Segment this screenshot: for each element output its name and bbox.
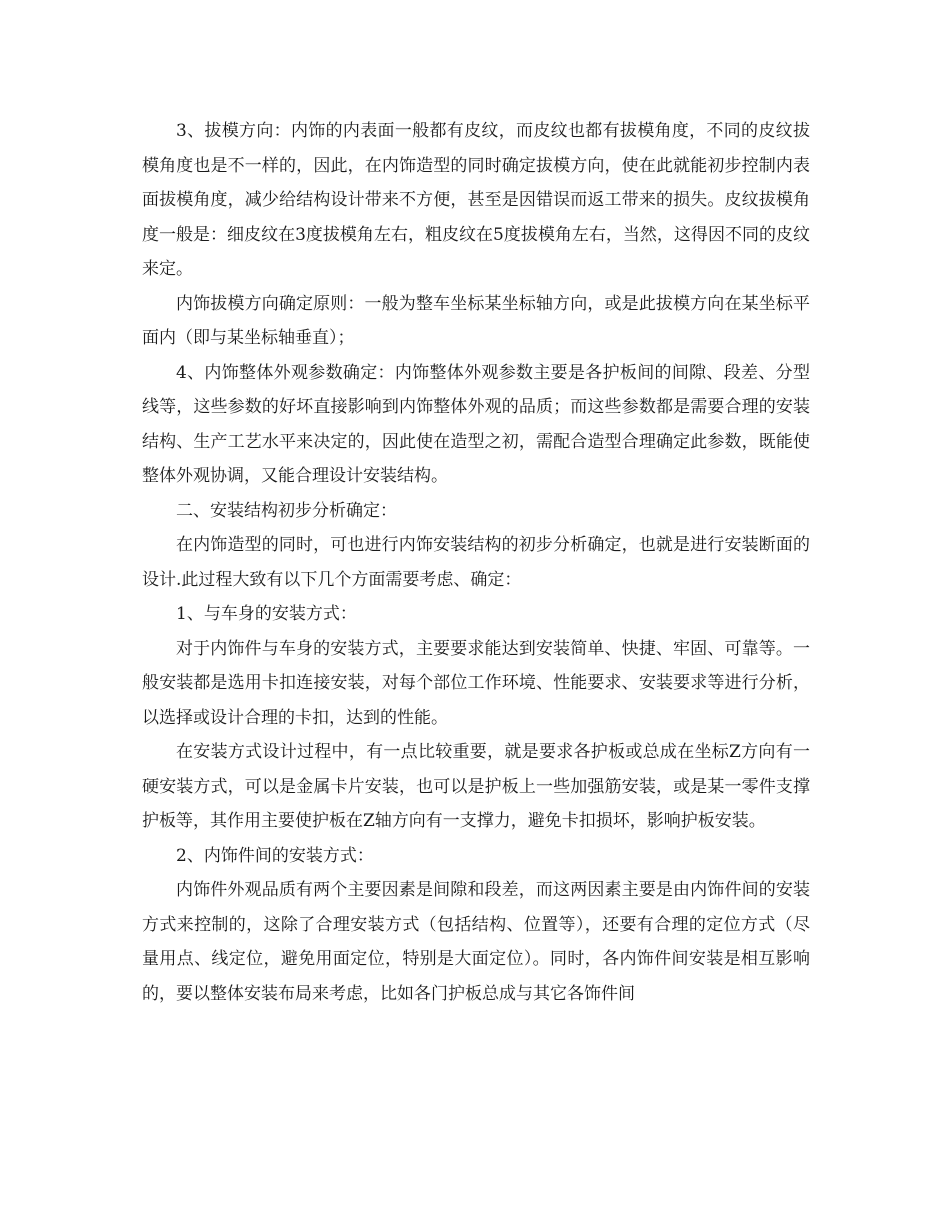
subheading-body-installation: 1、与车身的安装方式： xyxy=(176,604,357,624)
subheading-inter-part-installation: 2、内饰件间的安装方式： xyxy=(176,845,374,866)
paragraph-body-installation: 对于内饰件与车身的安装方式，主要要求能达到安装简单、快捷、牢固、可靠等。一般安装都是选用卡扣连接安装，对每个部位工作环境、性能要求、安装要求等进行分析，以选择或设计合理的卡扣，达到的性能。 xyxy=(142,638,810,728)
document-body xyxy=(142,114,810,1011)
paragraph-draft-direction: 3、拔模方向：内饰的内表面一般都有皮纹，而皮纹也都有拔模角度，不同的皮纹拔模角度也是不一样的，因此，在内饰造型的同时确定拔模方向，使在此就能初步控制内表面拔模角度，减少给结构设计带来不方便，甚至是因错误而返工带来的损失。皮纹拔模角度一般是：细皮纹在3度拔模角左右，粗皮纹在5度拔模角左右，当然，这得因不同的皮纹来定。 xyxy=(142,121,810,279)
paragraph-appearance-parameters: 4、内饰整体外观参数确定：内饰整体外观参数主要是各护板间的间隙、段差、分型线等，这些参数的好坏直接影响到内饰整体外观的品质；而这些参数都是需要合理的安装结构、生产工艺水平来决定的，因此使在造型之初，需配合造型合理确定此参数，既能使整体外观协调，又能合理设计安装结构。 xyxy=(142,362,810,486)
paragraph-z-direction: 在安装方式设计过程中，有一点比较重要，就是要求各护板或总成在坐标Z方向有一硬安装方式，可以是金属卡片安装，也可以是护板上一些加强筋安装，或是某一零件支撑护板等，其作用主要使护板在Z轴方向有一支撑力，避免卡扣损坏，影响护板安装。 xyxy=(142,742,810,831)
section-heading-installation-structure: 二、安装结构初步分析确定： xyxy=(176,500,397,521)
paragraph-installation-intro: 在内饰造型的同时，可也进行内饰安装结构的初步分析确定，也就是进行安装断面的设计.此过程大致有以下几个方面需要考虑、确定： xyxy=(142,535,810,590)
paragraph-draft-principle: 内饰拔模方向确定原则：一般为整车坐标某坐标轴方向，或是此拔模方向在某坐标平面内（即与某坐标轴垂直）； xyxy=(142,293,810,348)
paragraph-inter-part-installation: 内饰件外观品质有两个主要因素是间隙和段差，而这两因素主要是由内饰件间的安装方式来控制的，这除了合理安装方式（包括结构、位置等），还要有合理的定位方式（尽量用点、线定位，避免用面定位，特别是大面定位）。同时，各内饰件间安装是相互影响的，要以整体安装布局来考虑，比如各门护板总成与其它各饰件间 xyxy=(142,880,810,1004)
